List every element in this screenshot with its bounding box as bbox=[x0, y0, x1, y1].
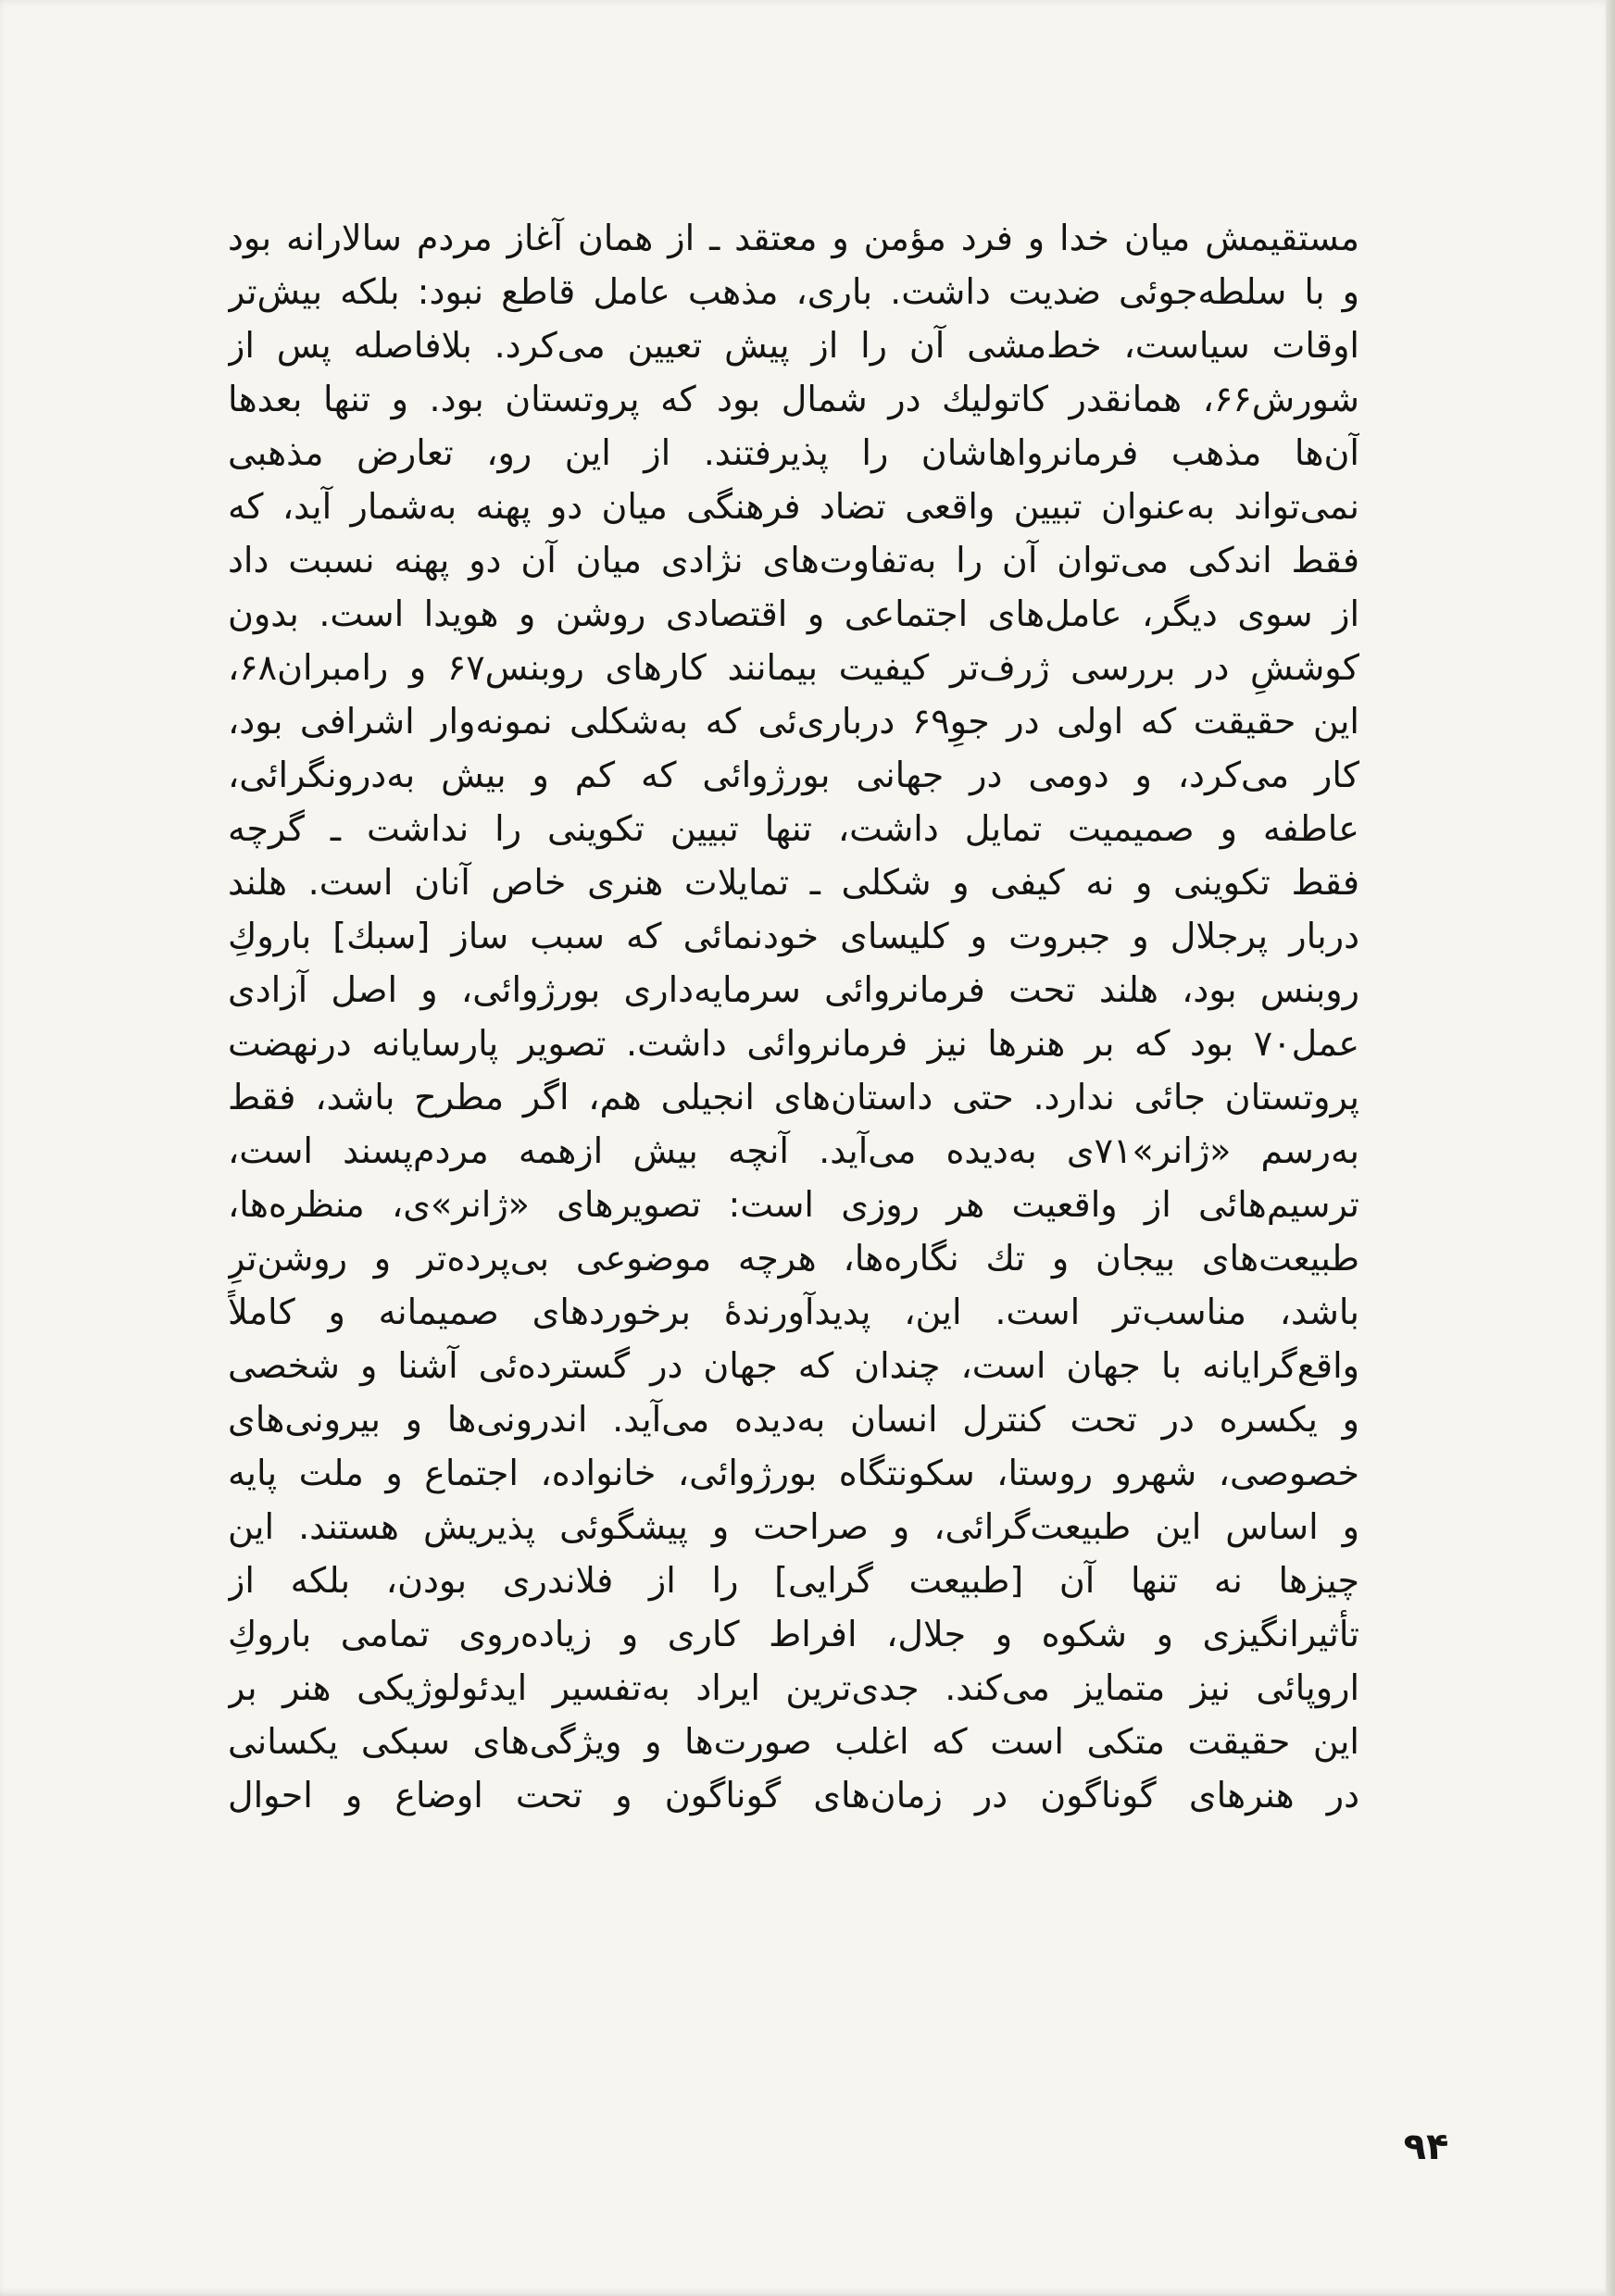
text-line: اروپائی نیز متمایز می‌کند. جدی‌ترین ایراد به‌تفسیر ایدئولوژیکی هنر بر bbox=[228, 1667, 1359, 1708]
text-line: اوقات سیاست، خط‌مشی آن را از پیش تعیین می‌کرد. بلافاصله پس از bbox=[228, 325, 1359, 366]
text-line: این حقیقت که اولی در جوِ۶۹ درباری‌ئی که به‌شکلی نمونه‌وار اشرافی بود، bbox=[228, 701, 1359, 742]
text-line: فقط تکوینی و نه کیفی و شکلی ـ تمایلات هنری خاص آنان است. هلند bbox=[228, 862, 1359, 903]
text-line: تأثیرانگیزی و شکوه و جلال، افراط کاری و زیاده‌روی تمامی باروكِ bbox=[228, 1614, 1359, 1654]
text-line: و با سلطه‌جوئی ضدیت داشت. باری، مذهب عامل قاطع نبود: بلکه بیش‌تر bbox=[228, 271, 1359, 312]
text-line: خصوصی، شهرو روستا، سکونتگاه بورژوائی، خانواده، اجتماع و ملت پایه bbox=[228, 1453, 1359, 1493]
text-line: به‌رسم «ژانر»۷۱ی به‌دیده می‌آید. آنچه بیش ازهمه مردم‌پسند است، bbox=[228, 1130, 1359, 1171]
text-line: عاطفه و صمیمیت تمایل داشت، تنها تبیین تکوینی را نداشت ـ گرچه bbox=[228, 808, 1359, 849]
text-line: ترسیم‌هائی از واقعیت هر روزی است: تصویرهای «ژانر»ی، منظره‌ها، bbox=[228, 1184, 1359, 1225]
text-line: و اساس این طبیعت‌گرائی، و صراحت و پیشگوئی پذیریش هستند. این bbox=[228, 1506, 1359, 1547]
text-line: چیزها نه تنها آن [طبیعت گرایی] را از فلاندری بودن، بلکه از bbox=[228, 1560, 1359, 1601]
text-line: این حقیقت متکی است که اغلب صورت‌ها و ویژگی‌های سبکی یکسانی bbox=[228, 1721, 1359, 1762]
text-line: مستقیمش میان خدا و فرد مؤمن و معتقد ـ از همان آغاز مردم سالارانه بود bbox=[228, 218, 1359, 258]
text-line: عمل۷۰ بود که بر هنرها نیز فرمانروائی داشت. تصویر پارسایانه درنهضت bbox=[228, 1023, 1359, 1064]
page-edge bbox=[1606, 0, 1615, 2296]
text-line: شورش۶۶، همانقدر کاتولیك در شمال بود که پروتستان بود. و تنها بعدها bbox=[228, 379, 1359, 419]
text-line: نمی‌تواند به‌عنوان تبیین واقعی تضاد فرهنگی میان دو پهنه به‌شمار آید، که bbox=[228, 486, 1359, 527]
text-line: دربار پرجلال و جبروت و کلیسای خودنمائی که سبب ساز [سبك] باروكِ bbox=[228, 916, 1359, 956]
text-line: پروتستان جائی ندارد. حتی داستان‌های انجیلی هم، اگر مطرح باشد، فقط bbox=[228, 1077, 1359, 1117]
text-line: از سوی دیگر، عامل‌های اجتماعی و اقتصادی روشن و هویدا است. بدون bbox=[228, 593, 1359, 634]
text-line: واقع‌گرایانه با جهان است، چندان که جهان در گسترده‌ئی آشنا و شخصی bbox=[228, 1345, 1359, 1386]
text-line: کوششِ در بررسی ژرف‌تر کیفیت بیمانند کارهای روبنس۶۷ و رامبران۶۸، bbox=[228, 647, 1359, 688]
text-line: فقط اندکی می‌توان آن را به‌تفاوت‌های نژادی میان آن دو پهنه نسبت داد bbox=[228, 540, 1359, 580]
body-text bbox=[228, 211, 1359, 1822]
page-number: ۹۴ bbox=[1403, 2126, 1449, 2168]
text-line: آن‌ها مذهب فرمانرواهاشان را پذیرفتند. از این رو، تعارض مذهبی bbox=[228, 432, 1359, 473]
text-line: در هنرهای گوناگون در زمان‌های گوناگون و تحت اوضاع و احوال bbox=[228, 1775, 1359, 1816]
text-line: باشد، مناسب‌تر است. این، پدیدآورندهٔ برخوردهای صمیمانه و کاملاً bbox=[228, 1292, 1359, 1332]
text-line: روبنس بود، هلند تحت فرمانروائی سرمایه‌داری بورژوائی، و اصل آزادی bbox=[228, 969, 1359, 1010]
text-line: و یکسره در تحت کنترل انسان به‌دیده می‌آید. اندرونی‌ها و بیرونی‌های bbox=[228, 1399, 1359, 1440]
text-line: کار می‌کرد، و دومی در جهانی بورژوائی که کم و بیش به‌درونگرائی، bbox=[228, 755, 1359, 795]
text-line: طبیعت‌های بیجان و تك نگاره‌ها، هرچه موضوعی بی‌پرده‌تر و روشن‌ترِ bbox=[228, 1238, 1359, 1279]
